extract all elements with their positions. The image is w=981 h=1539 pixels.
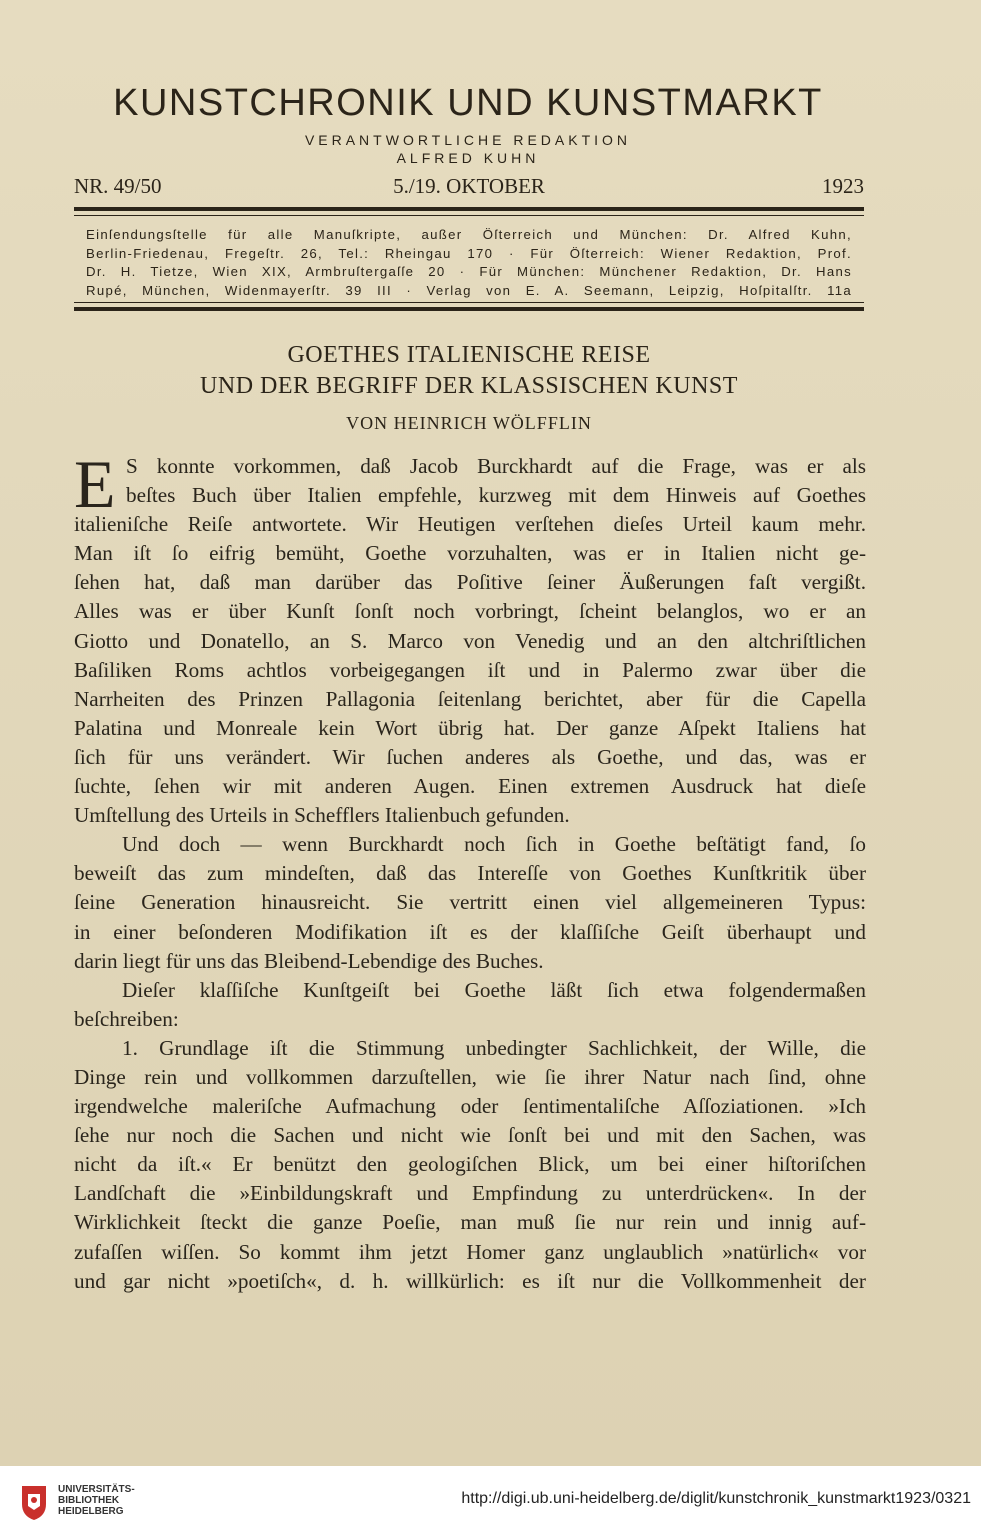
body-line: 1. Grundlage iſt die Stimmung unbedingter Sachlichkeit, der Wille, die: [122, 1035, 866, 1060]
body-line: Baſiliken Roms achtlos vorbeigegangen iſt und in Palermo zwar über die: [74, 657, 866, 682]
body-line: Palatina und Monreale kein Wort übrig hat. Der ganze Aſpekt Italiens hat: [74, 715, 866, 740]
header-rule-bottom-thin: [74, 302, 864, 303]
issue-year: 1923: [822, 174, 864, 198]
notice-line: Berlin-Friedenau, Fregeſtr. 26, Tel.: Rheingau 170 · Für Öſterreich: Wiener Redaktion, Prof.: [86, 245, 852, 261]
body-line: zufaſſen wiſſen. So kommt ihm jetzt Homer ganz unglaublich »natürlich« vor: [74, 1239, 866, 1264]
body-line: Narrheiten des Prinzen Pallagonia ſeitenlang berichtet, aber für die Capella: [74, 686, 866, 711]
body-line: und gar nicht »poetiſch«, d. h. willkürlich: es iſt nur die Vollkommenheit der: [74, 1268, 866, 1293]
viewer-footer: [0, 1466, 981, 1539]
body-line: italieniſche Reiſe antwortete. Wir Heutigen verſtehen dieſes Urteil kaum mehr.: [74, 512, 866, 537]
body-line: Wirklichkeit ſteckt die ganze Poeſie, man muß ſie nur rein und innig auf-: [74, 1210, 866, 1235]
notice-line: Rupé, München, Widenmayerſtr. 39 III · Verlag von E. A. Seemann, Leipzig, Hoſpitalſtr. 11a: [86, 282, 852, 298]
body-line: nicht da iſt.« Er benützt den geologiſchen Blick, um bei einer hiſtoriſchen: [74, 1152, 866, 1177]
body-line: S konnte vorkommen, daß Jacob Burckhardt auf die Frage, was er als: [126, 454, 866, 478]
library-name: UNIVERSITÄTS- BIBLIOTHEK HEIDELBERG: [58, 1484, 135, 1517]
article-byline: VON HEINRICH WÖLFFLIN: [346, 413, 592, 433]
masthead-subtitle-editor: ALFRED KUHN: [396, 150, 540, 166]
body-line: Alles was er über Kunſt ſonſt noch vorbringt, ſcheint belanglos, wo er an: [74, 599, 866, 624]
body-line: beweiſt das zum mindeſten, daß das Intereſſe von Goethes Kunſtkritik über: [74, 861, 866, 886]
body-line: Dieſer klaſſiſche Kunſtgeiſt bei Goethe läßt ſich etwa folgendermaßen: [122, 977, 866, 1002]
body-line: Umſtellung des Urteils in Schefflers Italienbuch gefunden.: [74, 803, 570, 828]
body-line: ſich für uns verändert. Wir ſuchen anderes als Goethe, und das, was er: [74, 744, 866, 769]
body-line: ſeine Generation hinausreicht. Sie vertritt einen viel allgemeineren Typus:: [74, 890, 866, 915]
article-body: [74, 446, 866, 1296]
article-title-line2: UND DER BEGRIFF DER KLASSISCHEN KUNST: [200, 373, 738, 399]
body-line: beſtes Buch über Italien empfehle, kurzweg mit dem Hinweis auf Goethes: [126, 483, 866, 508]
permalink-url[interactable]: http://digi.ub.uni-heidelberg.de/diglit/kunstchronik_kunstmarkt1923/0321: [461, 1490, 971, 1507]
header-rule-bottom: [74, 307, 864, 311]
body-line: Man iſt ſo eifrig bemüht, Goethe vorzuhalten, was er in Italien nicht ge-: [74, 541, 866, 566]
issue-date: 5./19. OKTOBER: [393, 174, 545, 198]
body-line: darin liegt für uns das Bleibend-Lebendige des Buches.: [74, 948, 544, 973]
issue-number: NR. 49/50: [74, 174, 162, 198]
body-line: ſuchte, ſehen wir mit anderen Augen. Einen extremen Ausdruck hat dieſe: [74, 774, 866, 799]
body-line: Giotto und Donatello, an S. Marco von Venedig und an den altchriſtlichen: [74, 628, 866, 653]
notice-line: Einſendungsſtelle für alle Manuſkripte, außer Öſterreich und München: Dr. Alfred Kuhn,: [86, 227, 852, 242]
header-rule-top-thin: [74, 215, 864, 216]
article-title-line1: GOETHES ITALIENISCHE REISE: [287, 342, 651, 368]
masthead-subtitle-editorial: VERANTWORTLICHE REDAKTION: [304, 132, 632, 148]
body-line: Landſchaft die »Einbildungskraft und Empfindung zu unterdrücken«. In der: [74, 1181, 866, 1206]
drop-cap: E: [74, 446, 116, 522]
masthead-title: KUNSTCHRONIK UND KUNSTMARKT: [113, 82, 823, 124]
body-line: Und doch — wenn Burckhardt noch ſich in Goethe beſtätigt fand, ſo: [122, 832, 866, 857]
submission-notice: [86, 226, 852, 300]
university-seal-icon: [18, 1482, 50, 1522]
body-line: Dinge rein und vollkommen darzuſtellen, wie ſie ihrer Natur nach ſind, ohne: [74, 1064, 866, 1089]
header-rule-top: [74, 207, 864, 211]
body-line: ſehen hat, daß man darüber das Poſitive ſeiner Äußerungen faſt vergißt.: [74, 570, 866, 595]
body-line: beſchreiben:: [74, 1006, 179, 1031]
body-line: ſehe nur noch die Sachen und nicht wie ſonſt bei und mit den Sachen, was: [74, 1123, 866, 1148]
body-line: in einer beſonderen Modifikation iſt es der klaſſiſche Geiſt überhaupt und: [74, 919, 866, 944]
body-line: irgendwelche maleriſche Aufmachung oder ſentimentaliſche Aſſoziationen. »Ich: [74, 1094, 866, 1119]
notice-line: Dr. H. Tietze, Wien XIX, Armbruſtergaſſe 20 · Für München: Münchener Redaktion, Dr. Hans: [86, 264, 852, 279]
issue-info-row: [74, 174, 864, 200]
